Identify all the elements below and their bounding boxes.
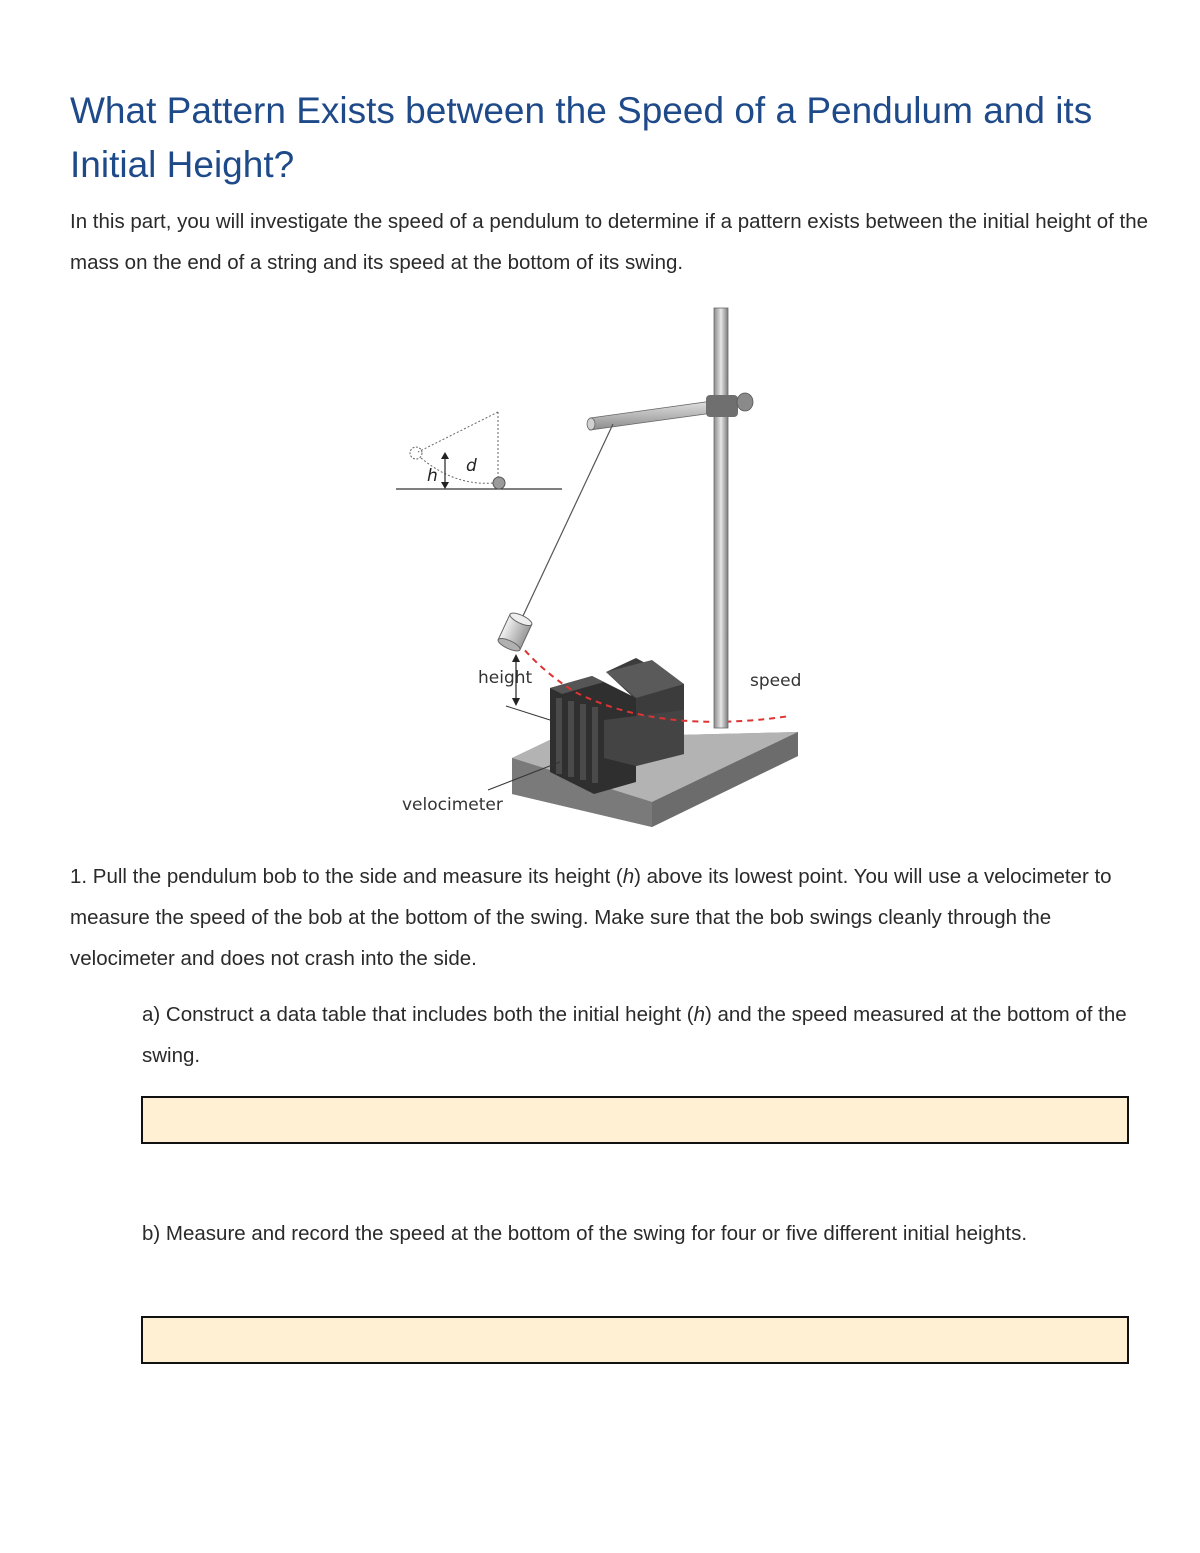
part-b-text: b) Measure and record the speed at the bottom of the swing for four or five different initial heights. <box>142 1222 1028 1245</box>
inset-d-label: d <box>466 456 477 476</box>
answer-box-a[interactable] <box>141 1096 1129 1144</box>
intro-paragraph: In this part, you will investigate the speed of a pendulum to determine if a pattern exists between the initial height of the mass on the end of a string and its speed at the bottom of its swing. <box>70 210 1149 274</box>
stand-rod <box>714 308 728 728</box>
step-1-text: 1. Pull the pendulum bob to the side and measure its height (h) above its lowest point. You will use a velocimeter to measure the speed of the bob at the bottom of the swing. Make sure that the bob swings cleanly through the velocimeter and does not crash into the side. <box>70 865 1112 970</box>
pendulum-figure <box>390 300 820 840</box>
velocimeter-label: velocimeter <box>402 795 503 815</box>
page-title: What Pattern Exists between the Speed of a Pendulum and its Initial Height? <box>70 90 1093 185</box>
inset-h-label: h <box>427 466 438 486</box>
pendulum-bob <box>497 611 534 654</box>
answer-box-b[interactable] <box>141 1316 1129 1364</box>
speed-label: speed <box>750 671 802 691</box>
height-label: height <box>478 668 533 688</box>
pendulum-string <box>522 424 613 618</box>
inset-diagram <box>396 412 562 489</box>
part-a-text: a) Construct a data table that includes both the initial height (h) and the speed measured at the bottom of the swing. <box>142 1003 1127 1067</box>
